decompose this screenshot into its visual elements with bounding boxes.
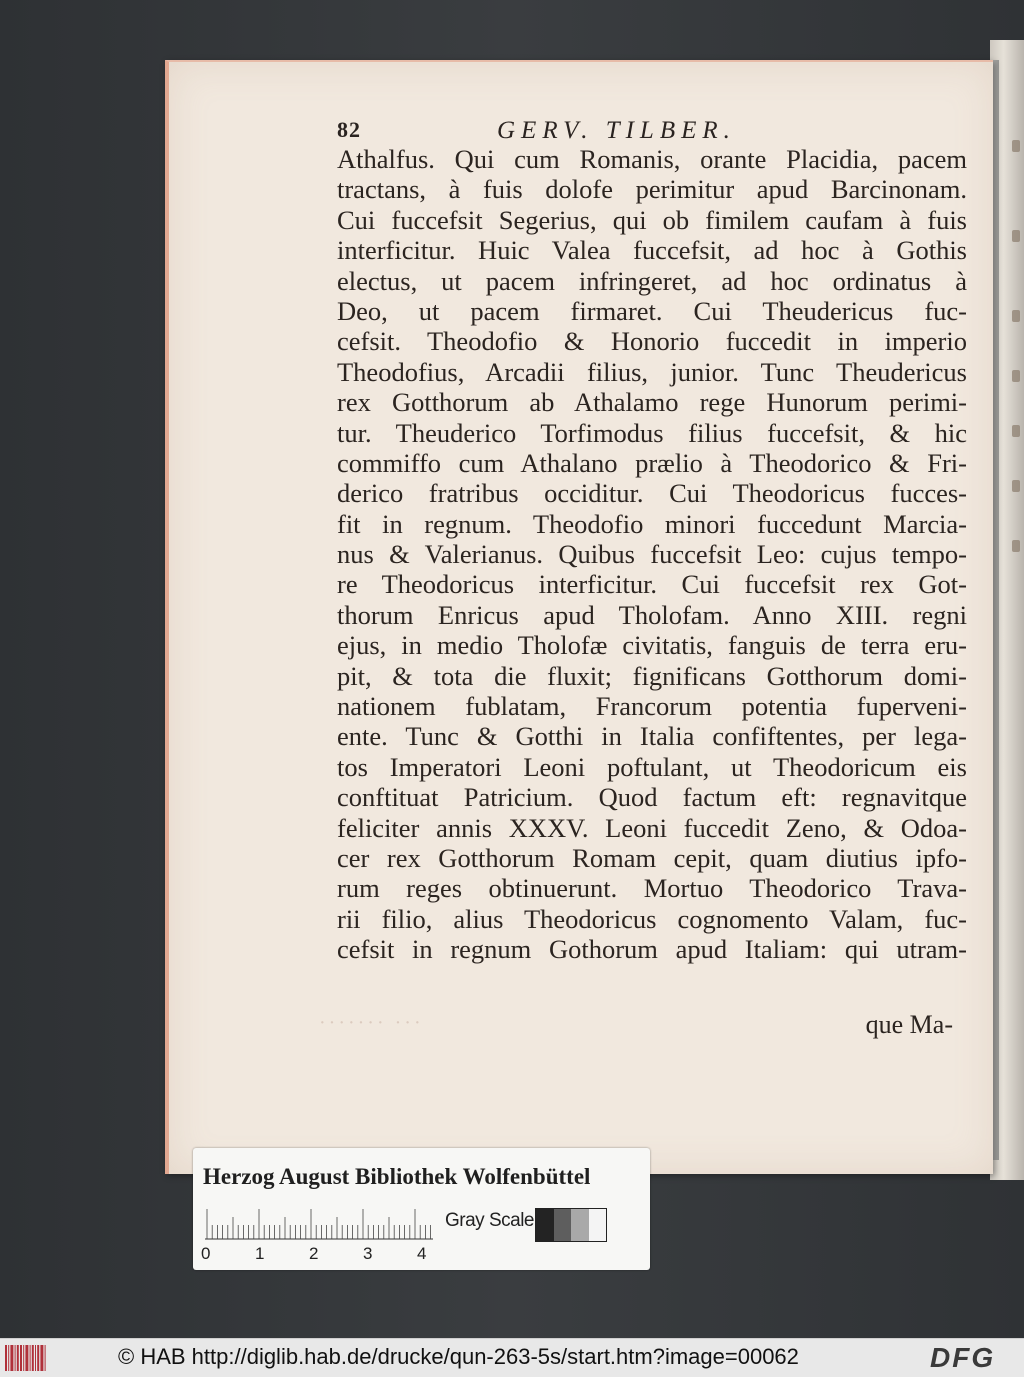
text-line: tos Imperatori Leoni poftulant, ut Theodoricum eis: [337, 751, 967, 782]
ruler-scale: [205, 1206, 433, 1240]
text-line: nus & Valerianus. Quibus fuccefsit Leo: cujus tempo-: [337, 539, 967, 570]
text-line: ejus, in medio Tholofæ civitatis, fanguis de terra eru-: [337, 630, 967, 661]
text-line: nationem fublatam, Francorum potentia fuperveni-: [337, 691, 967, 722]
text-line: cer rex Gotthorum Romam cepit, quam diutius ipfo-: [337, 842, 967, 873]
text-line: rex Gotthorum ab Athalamo rege Hunorum perimi-: [337, 387, 967, 418]
text-line: cefsit in regnum Gothorum apud Italiam: qui utram-: [337, 934, 967, 965]
catchword: que Ma-: [865, 1010, 953, 1039]
text-block: [337, 144, 967, 965]
text-line: electus, ut pacem infringeret, ad hoc ordinatus à: [337, 265, 967, 296]
ruler-label: 3: [363, 1244, 373, 1263]
ruler-label: 2: [309, 1244, 319, 1263]
text-line: Deo, ut pacem firmaret. Cui Theudericus fuc-: [337, 295, 967, 326]
text-line: rii filio, alius Theodoricus cognomento Valam, fuc-: [337, 903, 967, 934]
text-line: rum reges obtinuerunt. Mortuo Theodorico Trava-: [337, 873, 967, 904]
library-name: Herzog August Bibliothek Wolfenbüttel: [203, 1164, 591, 1189]
gray-scale-label: Gray Scale: [445, 1210, 534, 1231]
text-line: interficitur. Huic Valea fuccefsit, ad hoc à Gothis: [337, 235, 967, 266]
text-line: Cui fuccefsit Segerius, qui ob fimilem caufam à fuis: [337, 204, 967, 235]
ruler-label: 1: [255, 1244, 265, 1263]
ruler-label: 0: [201, 1244, 211, 1263]
calibration-card: [193, 1148, 650, 1270]
text-line: thorum Enricus apud Tholofam. Anno XIII. regni: [337, 599, 967, 630]
show-through-text: ······· ···: [319, 1012, 424, 1034]
text-line: tur. Theuderico Torfimodus filius fuccefsit, & hic: [337, 417, 967, 448]
dfg-logo: DFG: [930, 1342, 996, 1373]
running-title: GERV. TILBER.: [497, 117, 736, 144]
text-line: re Theodoricus interficitur. Cui fuccefsit rex Got-: [337, 569, 967, 600]
text-line: Athalfus. Qui cum Romanis, orante Placidia, pacem: [337, 144, 967, 174]
gray-scale-swatches: [535, 1208, 607, 1242]
text-line: fit in regnum. Theodofio minori fuccedunt Marcia-: [337, 508, 967, 539]
text-line: ente. Tunc & Gotthi in Italia confiftentes, per lega-: [337, 721, 967, 752]
copyright-link[interactable]: © HAB http://diglib.hab.de/drucke/qun-263-5s/start.htm?image=00062: [118, 1344, 799, 1369]
text-line: conftituat Patricium. Quod factum eft: regnavitque: [337, 782, 967, 813]
book-page: [165, 60, 993, 1174]
barcode-icon: [4, 1343, 46, 1373]
text-line: derico fratribus occiditur. Cui Theodoricus fucces-: [337, 478, 967, 509]
text-line: pit, & tota die fluxit; fignificans Gotthorum domi-: [337, 660, 967, 691]
page-number: 82: [337, 117, 361, 142]
ruler-label: 4: [417, 1244, 427, 1263]
text-line: tractans, à fuis dolofe perimitur apud Barcinonam.: [337, 174, 967, 205]
text-line: commiffo cum Athalano prælio à Theodorico & Fri-: [337, 447, 967, 478]
ruler-labels: [201, 1244, 451, 1264]
text-line: Theodofius, Arcadii filius, junior. Tunc Theudericus: [337, 356, 967, 387]
text-line: cefsit. Theodofio & Honorio fuccedit in imperio: [337, 326, 967, 357]
footer-bar: [0, 1338, 1024, 1377]
text-line: feliciter annis XXXV. Leoni fuccedit Zeno, & Odoa-: [337, 812, 967, 843]
